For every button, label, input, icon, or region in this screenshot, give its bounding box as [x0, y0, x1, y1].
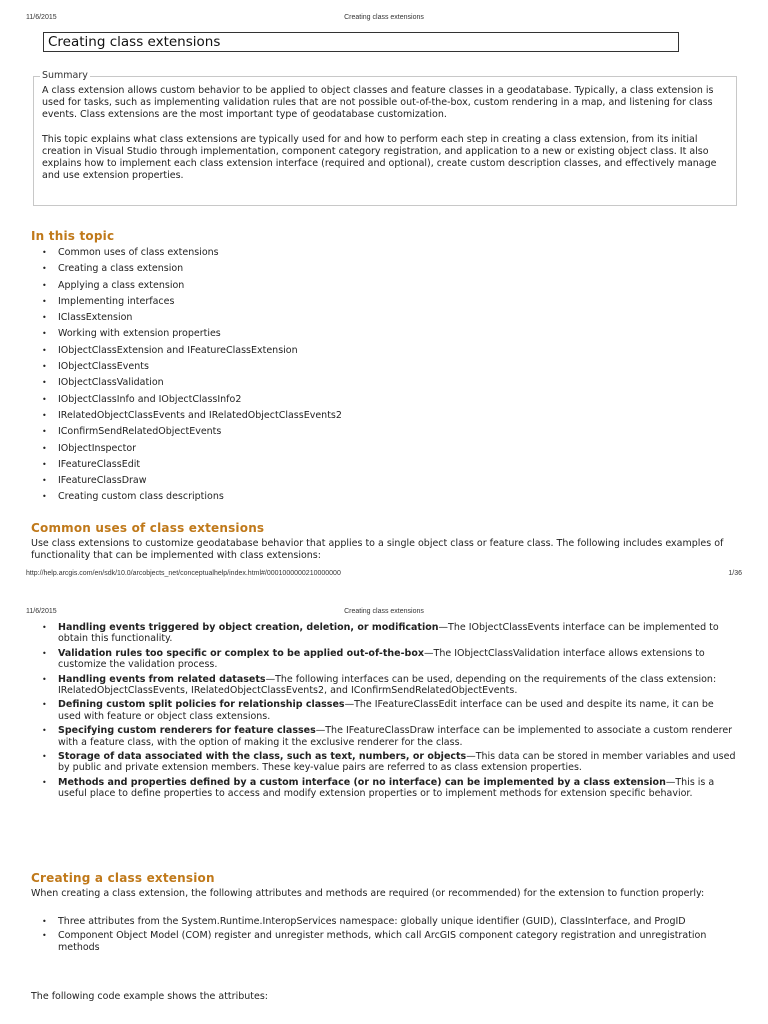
- header-date: 11/6/2015: [26, 608, 57, 615]
- toc-link[interactable]: • IObjectClassValidation: [40, 375, 342, 391]
- footer-page-number: 1/36: [728, 570, 742, 577]
- requirements-list: [40, 916, 736, 956]
- creating-heading: Creating a class extension: [31, 871, 215, 885]
- list-item: • Methods and properties defined by a custom interface (or no interface) can be implemented by a class extension—This is a useful place to define properties to access and modify extension properties or to implement methods for extension specific behavior.: [40, 777, 736, 800]
- toc-link[interactable]: • IFeatureClassEdit: [40, 457, 342, 473]
- code-intro: The following code example shows the attributes:: [31, 991, 268, 1002]
- header-title: Creating class extensions: [344, 608, 424, 615]
- list-item: • Storage of data associated with the class, such as text, numbers, or objects—This data can be stored in member variables and used by public and private extension members. These key-value pairs are referred to as class extension properties.: [40, 751, 736, 774]
- topic-list: [40, 245, 342, 506]
- common-uses-heading: Common uses of class extensions: [31, 521, 265, 535]
- list-item: • Validation rules too specific or complex to be applied out-of-the-box—The IObjectClassValidation interface allows extensions to customize the validation process.: [40, 648, 736, 671]
- list-item: • Component Object Model (COM) register and unregister methods, which call ArcGIS component category registration and unregistration methods: [40, 930, 736, 953]
- toc-link[interactable]: • Applying a class extension: [40, 278, 342, 294]
- toc-link[interactable]: • IClassExtension: [40, 310, 342, 326]
- toc-link[interactable]: • Common uses of class extensions: [40, 245, 342, 261]
- summary-paragraph-1: A class extension allows custom behavior to be applied to object classes and feature classes in a geodatabase. Typically, a class extension is used for tasks, such as implementing validation rules that are not possible out-of-the-box, custom rendering in a map, and listening for class events. Class extensions are the most important type of geodatabase customization.: [42, 85, 714, 121]
- toc-link[interactable]: • IFeatureClassDraw: [40, 473, 342, 489]
- common-uses-text: Use class extensions to customize geodatabase behavior that applies to a single object class or feature class. The following includes examples of functionality that can be implemented with class extensions:: [31, 538, 724, 562]
- uses-list: [40, 622, 736, 803]
- footer-url[interactable]: http://help.arcgis.com/en/sdk/10.0/arcobjects_net/conceptualhelp/index.html#/0001000000210000000: [26, 570, 341, 577]
- in-this-topic-heading: In this topic: [31, 229, 115, 243]
- toc-link[interactable]: • Creating a class extension: [40, 261, 342, 277]
- summary-box: [33, 70, 737, 206]
- page-title: Creating class extensions: [43, 32, 679, 52]
- list-item: • Handling events from related datasets—The following interfaces can be used, depending on the requirements of the class extension: IRelatedObjectClassEvents, IRelatedObjectClassEvents2, and IConfirmSendRelatedObjectEvents.: [40, 674, 736, 697]
- toc-link[interactable]: • IObjectClassInfo and IObjectClassInfo2: [40, 392, 342, 408]
- toc-link[interactable]: • IRelatedObjectClassEvents and IRelatedObjectClassEvents2: [40, 408, 342, 424]
- list-item: • Defining custom split policies for relationship classes—The IFeatureClassEdit interface can be used and despite its name, it can be used with feature or object class extensions.: [40, 699, 736, 722]
- toc-link[interactable]: • Implementing interfaces: [40, 294, 342, 310]
- header-date: 11/6/2015: [26, 14, 57, 21]
- summary-paragraph-2: This topic explains what class extensions are typically used for and how to perform each step in creating a class extension, from its initial creation in Visual Studio through implementation, component category registration, and application to a new or existing object class. It also explains how to implement each class extension interface (required and optional), create custom description classes, and effectively manage and use extension properties.: [42, 133, 717, 182]
- list-item: • Handling events triggered by object creation, deletion, or modification—The IObjectClassEvents interface can be implemented to obtain this functionality.: [40, 622, 736, 645]
- toc-link[interactable]: • IConfirmSendRelatedObjectEvents: [40, 424, 342, 440]
- toc-link[interactable]: • IObjectClassExtension and IFeatureClassExtension: [40, 343, 342, 359]
- header-title: Creating class extensions: [344, 14, 424, 21]
- toc-link[interactable]: • IObjectInspector: [40, 441, 342, 457]
- toc-link[interactable]: • Working with extension properties: [40, 326, 342, 342]
- toc-link[interactable]: • IObjectClassEvents: [40, 359, 342, 375]
- creating-text: When creating a class extension, the following attributes and methods are required (or recommended) for the extension to function properly:: [31, 888, 705, 899]
- toc-link[interactable]: • Creating custom class descriptions: [40, 489, 342, 505]
- list-item: • Three attributes from the System.Runtime.InteropServices namespace: globally unique identifier (GUID), ClassInterface, and ProgID: [40, 916, 736, 927]
- summary-legend: Summary: [42, 70, 88, 81]
- list-item: • Specifying custom renderers for feature classes—The IFeatureClassDraw interface can be implemented to associate a custom renderer with a feature class, with the option of making it the exclusive renderer for the class.: [40, 725, 736, 748]
